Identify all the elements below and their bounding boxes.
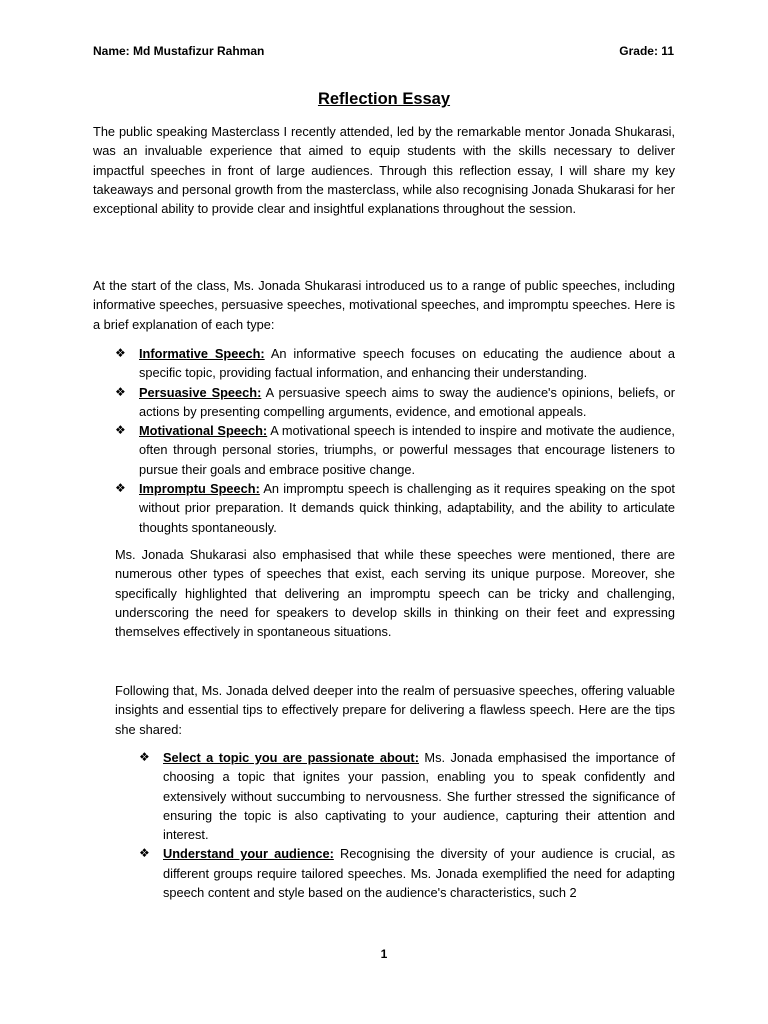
list-item-informative [115,344,675,383]
intro-paragraph: The public speaking Masterclass I recently attended, led by the remarkable mentor Jonada Shukarasi, was an invaluable experience that aimed to equip students with the skills necessary to deliver impactful speeches in front of large audiences. Through this reflection essay, I will share my key takeaways and personal growth from the masterclass, while also recognising Jonada Shukarasi for her exceptional ability to provide clear and insightful explanations throughout the session. [93,124,675,217]
term-description: A persuasive speech aims to sway the audience's opinions, beliefs, or actions by presenting compelling arguments, evidence, and emotional appeals. [139,384,675,419]
list-item-understand-audience [139,844,675,902]
term-description: Ms. Jonada emphasised the importance of choosing a topic that ignites your passion, enabling you to speak confidently and extensively without succumbing to nervousness. She further stressed the significance of ensuring the topic is also captivating to your audience, capturing their attention and interest. [163,750,675,843]
term-description: An impromptu speech is challenging as it requires speaking on the spot without prior preparation. It demands quick thinking, adaptability, and the ability to articulate thoughts spontaneously. [139,481,675,535]
tips-list [139,748,675,902]
list-item-select-topic [139,748,675,844]
term-label: Understand your audience: [163,846,334,862]
list-item-motivational [115,421,675,479]
term-description: Recognising the diversity of your audience is crucial, as different groups require tailored speeches. Ms. Jonada exemplified the need for adapting speech content and style based on the audience's characteristics, such 2 [163,846,675,901]
essay-title: Reflection Essay [317,90,451,108]
term-label: Informative Speech: [139,346,265,361]
page-number: 1 [380,947,388,961]
term-label: Impromptu Speech: [139,481,260,497]
term-label: Motivational Speech: [139,423,268,439]
term-description: A motivational speech is intended to inspire and motivate the audience, often through personal stories, triumphs, or powerful messages that encourage listeners to pursue their goals and embrace positive change. [139,423,675,477]
student-name: Name: Md Mustafizur Rahman [93,44,265,58]
bullet-diamond-icon: ❖ [115,481,126,496]
page-header [93,44,674,58]
speech-types-intro-paragraph: At the start of the class, Ms. Jonada Shukarasi introduced us to a range of public speeches, including informative speeches, persuasive speeches, motivational speeches, and impromptu speeches. Here is a brief explanation of each type: [93,278,675,332]
list-item-impromptu [115,479,675,537]
bullet-diamond-icon: ❖ [115,423,126,438]
bullet-diamond-icon: ❖ [115,384,126,399]
list-item-persuasive [115,383,675,422]
term-label: Select a topic you are passionate about: [163,750,419,765]
term-description: An informative speech focuses on educating the audience about a specific topic, providing factual information, and enhancing their understanding. [139,346,675,381]
persuasive-tips-intro-paragraph: Following that, Ms. Jonada delved deeper into the realm of persuasive speeches, offering valuable insights and essential tips to effectively prepare for delivering a flawless speech. Here are the tips she shared: [115,683,675,737]
bullet-diamond-icon: ❖ [139,750,150,764]
emphasis-paragraph: Ms. Jonada Shukarasi also emphasised that while these speeches were mentioned, there are numerous other types of speeches that exist, each serving its unique purpose. Moreover, she specifically highlighted that delivering an impromptu speech can be tricky and challenging, underscoring the need for speakers to develop skills in thinking on their feet and expressing themselves effectively in spontaneous situations. [115,547,675,640]
term-label: Persuasive Speech: [139,384,262,400]
bullet-diamond-icon: ❖ [115,346,126,360]
student-grade: Grade: 11 [619,44,674,58]
bullet-diamond-icon: ❖ [139,846,150,861]
speech-types-list [115,344,675,537]
